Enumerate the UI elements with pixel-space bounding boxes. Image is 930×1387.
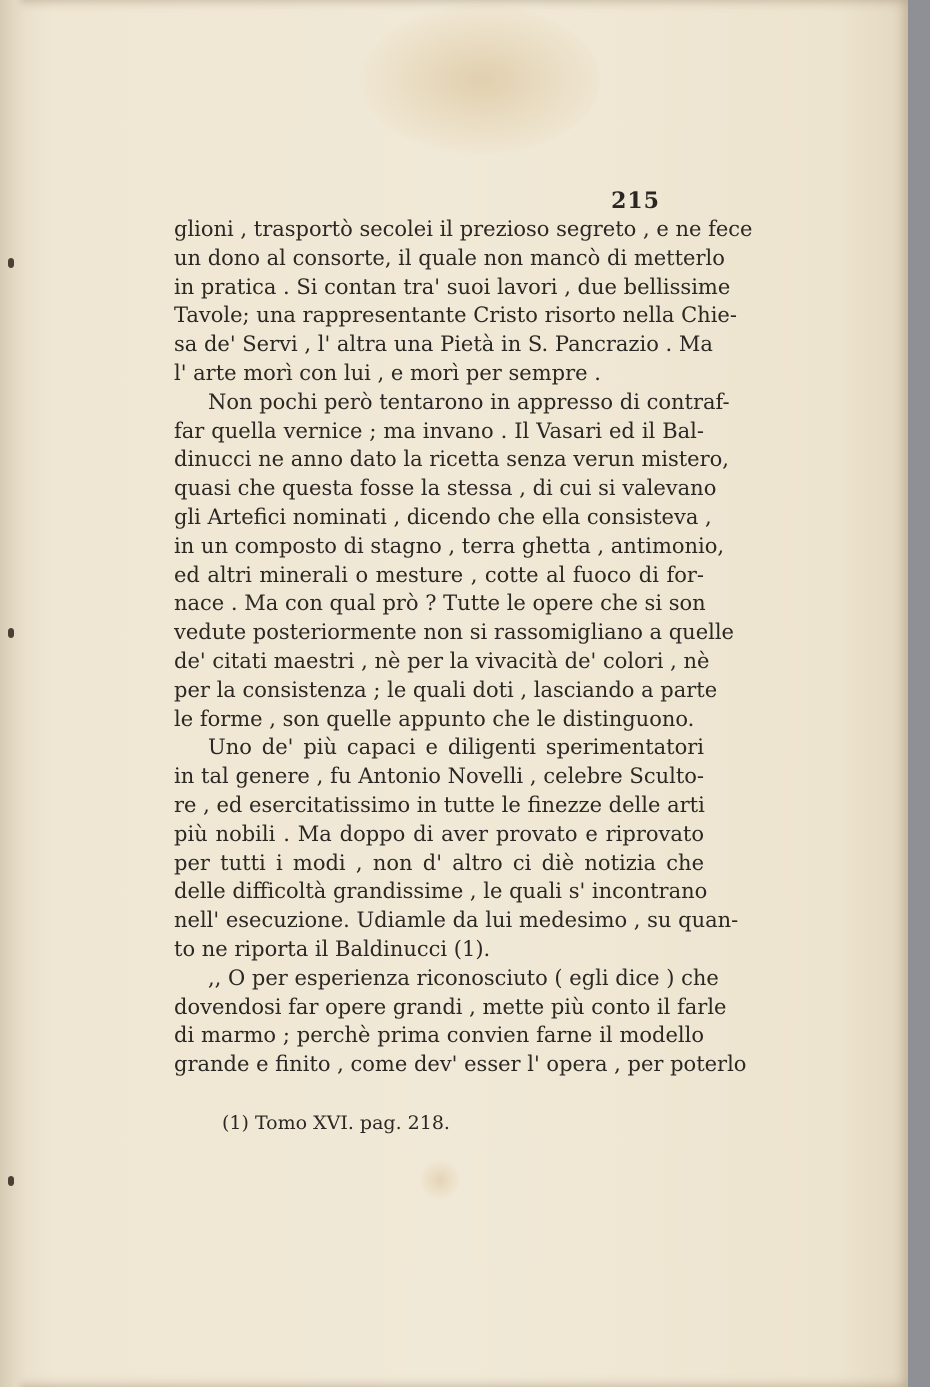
text-line: Uno de' più capaci e diligenti sperimentatori [208, 735, 704, 760]
binding-mark [8, 628, 14, 638]
text-line: ed altri minerali o mesture , cotte al fuoco di for- [174, 562, 704, 587]
text-line: grande e finito , come dev' esser l' opera , per poterlo [174, 1052, 747, 1077]
text-line: un dono al consorte, il quale non mancò di metterlo [174, 245, 725, 270]
binding-mark [8, 1176, 14, 1186]
text-line: re , ed esercitatissimo in tutte le finezze delle arti [174, 792, 705, 817]
body-text [174, 215, 753, 1079]
text-line: sa de' Servi , l' altra una Pietà in S. Pancrazio . Ma [174, 332, 713, 357]
text-line: dinucci ne anno dato la ricetta senza verun mistero, [174, 447, 729, 472]
text-line: più nobili . Ma doppo di aver provato e riprovato [174, 821, 704, 846]
text-line: glioni , trasportò secolei il prezioso segreto , e ne fece [174, 217, 753, 241]
text-line: in tal genere , fu Antonio Novelli , celebre Sculto- [174, 764, 704, 789]
text-line: de' citati maestri , nè per la vivacità de' colori , nè [174, 648, 710, 673]
text-line: gli Artefici nominati , dicendo che ella consisteva , [174, 504, 712, 529]
water-stain [360, 5, 600, 155]
text-line: nell' esecuzione. Udiamle da lui medesimo , su quan- [174, 908, 739, 933]
text-line: delle difficoltà grandissime , le quali s' incontrano [174, 879, 708, 904]
text-line: quasi che questa fosse la stessa , di cui si valevano [174, 476, 717, 501]
text-line: to ne riporta il Baldinucci (1). [174, 936, 491, 961]
binding-thread-marks [0, 0, 20, 1387]
footnote: (1) Tomo XVI. pag. 218. [222, 1112, 450, 1134]
text-line: per tutti i modi , non d' altro ci diè notizia che [174, 850, 704, 875]
binding-mark [8, 258, 14, 268]
text-line: far quella vernice ; ma invano . Il Vasari ed il Bal- [174, 418, 704, 443]
text-line: in pratica . Si contan tra' suoi lavori , due bellissime [174, 274, 731, 299]
text-line: Non pochi però tentarono in appresso di contraf- [208, 389, 730, 414]
page-number: 215 [611, 188, 660, 214]
text-line: ,, O per esperienza riconosciuto ( egli dice ) che [208, 965, 719, 990]
text-line: per la consistenza ; le quali doti , lasciando a parte [174, 677, 718, 702]
text-line: in un composto di stagno , terra ghetta , antimonio, [174, 533, 725, 558]
text-line: vedute posteriormente non si rassomigliano a quelle [174, 620, 734, 645]
text-line: le forme , son quelle appunto che le distinguono. [174, 706, 695, 731]
ink-spot [420, 1160, 460, 1200]
text-line: di marmo ; perchè prima convien farne il modello [174, 1023, 704, 1048]
text-line: nace . Ma con qual prò ? Tutte le opere che si son [174, 591, 706, 616]
text-line: Tavole; una rappresentante Cristo risorto nella Chie- [174, 303, 737, 328]
text-line: dovendosi far opere grandi , mette più conto il farle [174, 994, 727, 1019]
text-line: l' arte morì con lui , e morì per sempre . [174, 360, 601, 385]
